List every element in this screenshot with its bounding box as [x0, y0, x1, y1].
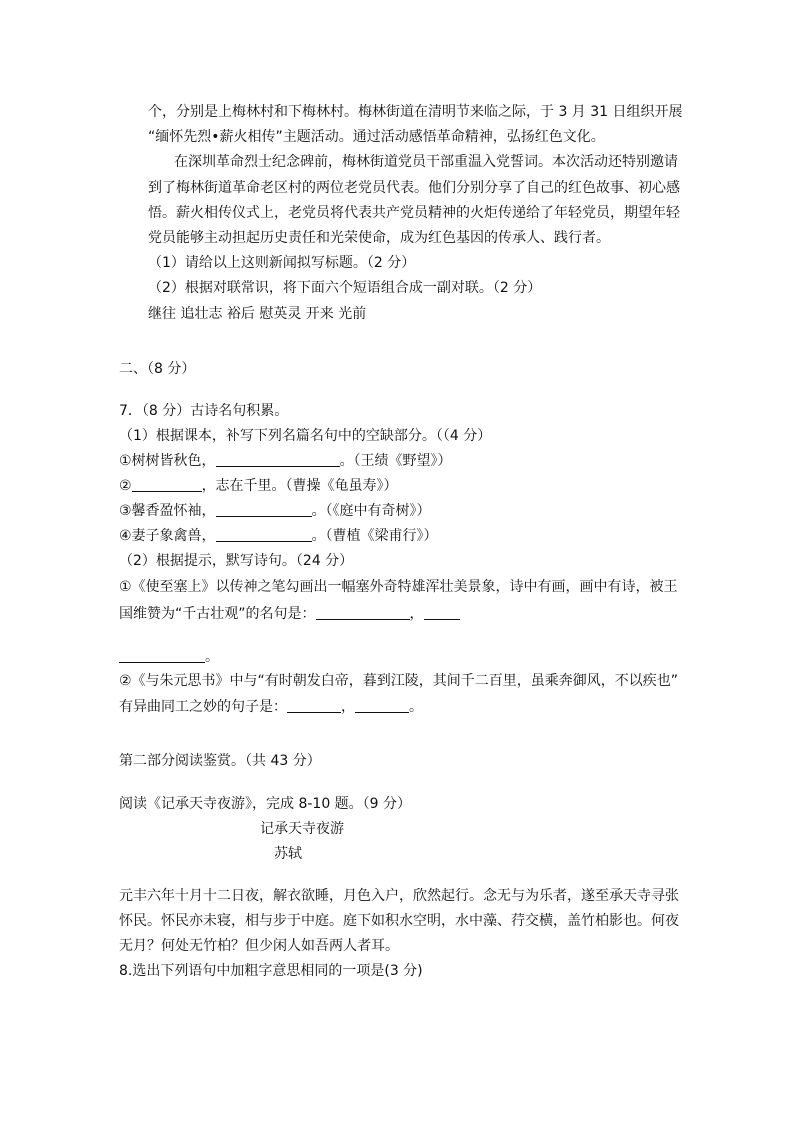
question-1: （1）请给以上这则新闻拟写标题。（2 分）	[148, 255, 416, 271]
answer-blank[interactable]	[216, 502, 312, 517]
fill-item-2: ② ，志在千里。（曹操《龟虽寿》）	[119, 478, 398, 494]
couplet-phrases: 继往 追壮志 裕后 慰英灵 开来 光前	[148, 306, 367, 322]
fill-item-3: ③馨香盈怀袖， 。（《庭中有奇树》）	[119, 503, 431, 519]
intro-line-1: 个，分别是上梅林村和下梅林村。梅林街道在清明节来临之际，于 3 月 31 日组织开展	[148, 104, 683, 120]
paragraph-2-line-4: 党员能够主动担起历史责任和光荣使命，成为红色基因的传承人、践行者。	[148, 230, 610, 246]
answer-blank[interactable]	[316, 605, 410, 620]
paragraph-2-line-1: 在深圳革命烈士纪念碑前，梅林街道党员干部重温入党誓词。本次活动还特别邀请	[174, 154, 678, 170]
poem-2-line-2: 有异曲同工之妙的句子是： ， 。	[119, 699, 423, 715]
passage-author: 苏轼	[274, 846, 302, 862]
answer-blank[interactable]	[216, 527, 312, 542]
intro-line-2: “缅怀先烈•薪火相传”主题活动。通过活动感悟革命精神，弘扬红色文化。	[148, 129, 605, 145]
question-2: （2）根据对联常识，将下面六个短语组合成一副对联。（2 分）	[148, 280, 542, 296]
part-2-heading: 第二部分阅读鉴赏。（共 43 分）	[119, 753, 321, 769]
poem-1-line-1: ①《使至塞上》以传神之笔勾画出一幅塞外奇特雄浑壮美景象，诗中有画，画中有诗，被王	[119, 579, 678, 595]
answer-blank[interactable]	[355, 698, 409, 713]
answer-blank[interactable]	[424, 605, 460, 620]
passage-line-3: 无月？何处无竹柏？但少闲人如吾两人者耳。	[119, 938, 399, 954]
poem-1-line-2: 国维赞为“千古壮观”的名句是： ，	[119, 605, 460, 623]
passage-line-2: 怀民。怀民亦未寝，相与步于中庭。庭下如积水空明，水中藻、荇交横，盖竹柏影也。何夜	[119, 913, 679, 929]
answer-blank[interactable]	[119, 648, 205, 663]
question-7-part-2: （2）根据提示，默写诗句。（24 分）	[119, 553, 354, 569]
passage-title: 记承天寺夜游	[260, 821, 344, 837]
question-7-title: 7．（8 分）古诗名句积累。	[119, 403, 289, 419]
answer-blank[interactable]	[132, 477, 202, 492]
fill-item-4: ④妻子象禽兽， 。（曹植《梁甫行》）	[119, 528, 438, 544]
poem-2-line-1: ②《与朱元思书》中与“有时朝发白帝，暮到江陵，其间千二百里，虽乘奔御风，不以疾也”	[119, 673, 679, 689]
question-8: 8.选出下列语句中加粗字意思相同的一项是(3 分)	[119, 963, 423, 979]
answer-blank[interactable]	[216, 452, 340, 467]
reading-intro: 阅读《记承天寺夜游》，完成 8-10 题。（9 分）	[119, 796, 412, 812]
poem-1-line-3: 。	[119, 648, 219, 666]
section-2-heading: 二、（8 分）	[119, 361, 196, 377]
answer-blank[interactable]	[287, 698, 341, 713]
question-7-part-1: （1）根据课本，补写下列名篇名句中的空缺部分。（（4 分）	[119, 428, 492, 444]
paragraph-2-line-3: 悟。薪火相传仪式上，老党员将代表共产党员精神的火炬传递给了年轻党员，期望年轻	[148, 205, 680, 221]
paragraph-2-line-2: 到了梅林街道革命老区村的两位老党员代表。他们分别分享了自己的红色故事、初心感	[148, 180, 680, 196]
fill-item-1: ①树树皆秋色， 。（王绩《野望》）	[119, 453, 452, 469]
passage-line-1: 元丰六年十月十二日夜，解衣欲睡，月色入户，欣然起行。念无与为乐者，遂至承天寺寻张	[119, 888, 679, 904]
